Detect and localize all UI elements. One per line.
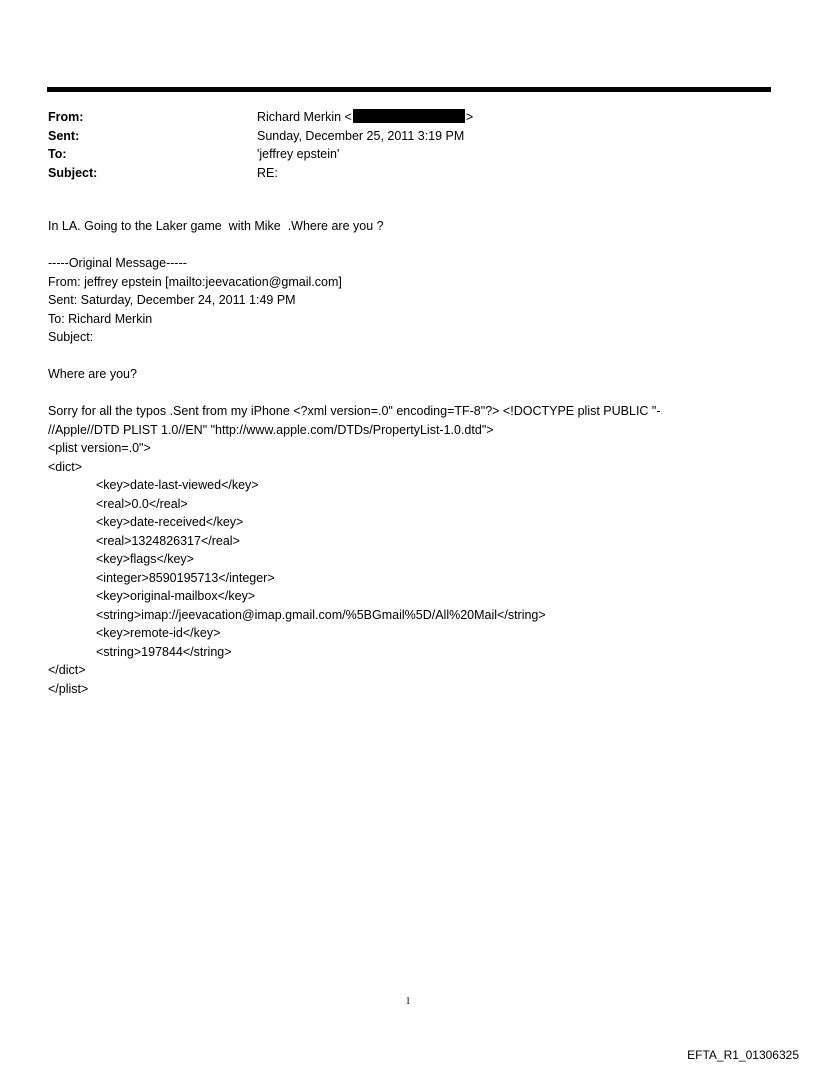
original-from: From: jeffrey epstein [mailto:jeevacation@gmail.com]	[48, 274, 342, 289]
header-rule	[47, 87, 771, 92]
dict-item: <key>remote-id</key>	[96, 626, 221, 640]
dict-item: <key>original-mailbox</key>	[96, 589, 256, 603]
original-separator: -----Original Message-----	[48, 256, 187, 270]
dict-item: <integer>8590195713</integer>	[96, 570, 275, 585]
sent-value: Sunday, December 25, 2011 3:19 PM	[257, 128, 465, 143]
original-sent: Sent: Saturday, December 24, 2011 1:49 PM	[48, 293, 296, 307]
bates-number: EFTA_R1_01306325	[687, 1048, 799, 1062]
dict-close: </dict>	[48, 663, 86, 677]
original-subject: Subject:	[48, 330, 94, 344]
to-value: 'jeffrey epstein'	[257, 147, 340, 161]
plist-close: </plist>	[48, 681, 89, 696]
dict-item: <string>imap://jeevacation@imap.gmail.com/%5BGmail%5D/All%20Mail</string>	[96, 607, 546, 622]
dict-open: <dict>	[48, 459, 83, 474]
plist-open: <plist version=.0">	[48, 441, 151, 455]
to-label: To:	[48, 147, 67, 161]
dict-item: <key>flags</key>	[96, 552, 194, 566]
dict-item: <string>197844</string>	[96, 644, 232, 659]
subject-row	[48, 164, 473, 183]
original-to: To: Richard Merkin	[48, 311, 153, 326]
dict-item: <key>date-received</key>	[96, 515, 244, 529]
from-row	[48, 108, 473, 127]
email-body	[48, 217, 748, 698]
from-value	[257, 108, 473, 127]
subject-label: Subject:	[48, 165, 98, 180]
from-close: >	[465, 110, 474, 124]
dict-item: <key>date-last-viewed</key>	[96, 478, 259, 492]
to-row	[48, 145, 473, 164]
original-question: Where are you?	[48, 367, 137, 381]
page-number: 1	[405, 996, 411, 1007]
sent-label: Sent:	[48, 128, 80, 143]
from-label: From:	[48, 110, 84, 124]
email-header	[48, 108, 473, 182]
signature-line-1: Sorry for all the typos .Sent from my iPhone <?xml version=.0" encoding=TF-8"?> <!DOCTYPE plist PUBLIC "-	[48, 404, 661, 418]
subject-value: RE:	[257, 165, 278, 180]
reply-text: In LA. Going to the Laker game with Mike .Where are you ?	[48, 219, 384, 233]
dict-item: <real>0.0</real>	[96, 496, 188, 511]
from-name: Richard Merkin <	[257, 110, 352, 124]
sent-row	[48, 127, 473, 146]
redaction-box	[353, 109, 465, 123]
signature-line-2: //Apple//DTD PLIST 1.0//EN" "http://www.apple.com/DTDs/PropertyList-1.0.dtd">	[48, 422, 494, 437]
dict-item: <real>1324826317</real>	[96, 533, 240, 548]
